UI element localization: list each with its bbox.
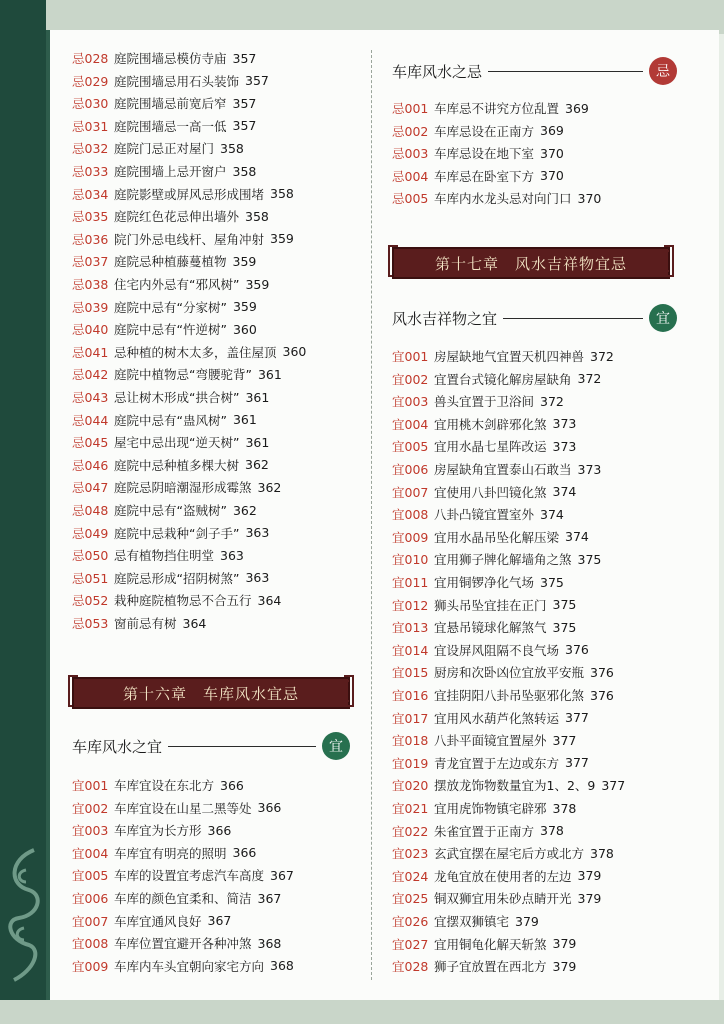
entry-title: 庭院门忌正对屋门 xyxy=(114,141,215,157)
toc-entry xyxy=(72,864,294,886)
entry-code: 宜006 xyxy=(392,462,429,477)
entry-page-number: 364 xyxy=(182,615,207,631)
entry-title: 青龙宜置于左边或东方 xyxy=(434,755,560,771)
toc-entry xyxy=(72,341,306,363)
entry-page-number: 378 xyxy=(540,823,564,839)
toc-entry xyxy=(72,842,256,864)
right-garage-ji-list xyxy=(392,97,674,212)
toc-entry xyxy=(72,522,269,544)
section-title: 车库风水之宜 xyxy=(72,737,163,756)
entry-code: 忌040 xyxy=(72,322,109,338)
entry-page-number: 379 xyxy=(552,958,577,974)
entry-page-number: 372 xyxy=(577,371,602,387)
entry-page-number: 376 xyxy=(590,664,614,680)
toc-entry xyxy=(392,842,614,864)
toc-entry xyxy=(72,774,244,796)
entry-page-number: 373 xyxy=(552,416,577,432)
entry-title: 庭院中忌种植多棵大树 xyxy=(114,457,240,473)
entry-code: 宜014 xyxy=(392,642,429,658)
entry-code: 忌035 xyxy=(72,209,109,225)
entry-code: 宜004 xyxy=(392,416,429,432)
toc-entry xyxy=(392,548,601,570)
entry-title: 忌种植的树木太多，盖住屋顶 xyxy=(114,344,277,360)
entry-code: 忌043 xyxy=(72,390,109,405)
entry-code: 宜011 xyxy=(392,575,429,590)
entry-title: 车库内水龙头忌对向门口 xyxy=(434,191,572,207)
toc-entry xyxy=(392,187,601,209)
toc-entry xyxy=(72,273,269,295)
toc-entry xyxy=(72,454,269,476)
entry-page-number: 358 xyxy=(232,163,257,179)
entry-page-number: 379 xyxy=(515,913,539,929)
entry-title: 铜双狮宜用朱砂点睛开光 xyxy=(434,891,572,907)
toc-entry xyxy=(72,955,294,977)
entry-title: 车库宜有明亮的照明 xyxy=(114,845,227,861)
entry-page-number: 367 xyxy=(207,913,232,929)
chapter-heading-16 xyxy=(66,674,356,708)
toc-entry xyxy=(392,910,539,932)
toc-entry xyxy=(392,571,564,593)
section-header-garage-yi xyxy=(72,731,350,761)
entry-title: 朱雀宜置于正南方 xyxy=(434,823,535,839)
section-title: 车库风水之忌 xyxy=(392,62,483,81)
entry-title: 车库忌设在地下室 xyxy=(434,146,535,162)
entry-title: 庭院中植物忌“弯腰驼背” xyxy=(114,367,252,383)
entry-page-number: 374 xyxy=(552,484,577,500)
entry-page-number: 363 xyxy=(245,525,270,541)
entry-title: 忌让树木形成“拱合树” xyxy=(114,390,240,405)
entry-code: 忌002 xyxy=(392,123,429,139)
entry-page-number: 358 xyxy=(270,186,294,202)
toc-entry xyxy=(72,567,269,589)
entry-page-number: 357 xyxy=(232,50,257,66)
entry-page-number: 361 xyxy=(245,434,270,450)
left-garage-yi-list xyxy=(72,774,350,974)
entry-title: 庭院忌种植藤蔓植物 xyxy=(114,254,227,270)
entry-code: 忌034 xyxy=(72,186,109,202)
toc-entry xyxy=(392,481,576,503)
toc-entry xyxy=(392,684,614,706)
entry-title: 宜摆双狮镇宅 xyxy=(434,914,510,929)
entry-code: 宜003 xyxy=(392,394,429,410)
entry-title: 车库宜通风良好 xyxy=(114,913,202,929)
entry-code: 宜017 xyxy=(392,710,429,726)
entry-code: 宜005 xyxy=(392,439,429,455)
entry-title: 车库的设置宜考虑汽车高度 xyxy=(114,868,265,884)
entry-code: 忌047 xyxy=(72,480,109,496)
entry-title: 宜用狮子牌化解墙角之煞 xyxy=(434,552,572,568)
entry-page-number: 366 xyxy=(220,777,244,793)
toc-entry xyxy=(392,97,589,119)
yi-badge-icon: 宜 xyxy=(322,732,350,760)
toc-entry xyxy=(72,115,256,137)
entry-code: 忌052 xyxy=(72,593,109,609)
entry-page-number: 374 xyxy=(540,506,564,522)
entry-title: 屋宅中忌出现“逆天树” xyxy=(114,435,240,451)
entry-title: 庭院中忌栽种“剑子手” xyxy=(114,525,240,541)
ji-badge-icon: 忌 xyxy=(649,57,677,85)
entry-code: 宜002 xyxy=(392,371,429,387)
entry-code: 宜001 xyxy=(72,778,109,793)
entry-page-number: 376 xyxy=(565,642,589,658)
entry-title: 庭院围墙忌用石头装饰 xyxy=(114,73,240,89)
entry-page-number: 360 xyxy=(282,344,307,360)
entry-title: 庭院中忌有“忤逆树” xyxy=(114,322,227,338)
entry-code: 忌039 xyxy=(72,299,109,315)
toc-entry xyxy=(392,390,564,412)
entry-page-number: 377 xyxy=(565,710,589,726)
toc-entry xyxy=(72,910,231,932)
entry-page-number: 379 xyxy=(552,936,577,952)
entry-page-number: 370 xyxy=(540,168,564,184)
toc-entry xyxy=(72,887,281,909)
toc-entry xyxy=(392,865,601,887)
entry-code: 宜006 xyxy=(72,891,109,906)
entry-page-number: 362 xyxy=(232,502,257,518)
entry-code: 宜002 xyxy=(72,800,109,816)
entry-code: 宜020 xyxy=(392,778,429,794)
toc-entry xyxy=(72,318,257,340)
toc-entry xyxy=(392,120,564,142)
entry-page-number: 366 xyxy=(207,822,232,838)
entry-code: 宜003 xyxy=(72,823,109,839)
entry-page-number: 369 xyxy=(540,123,564,139)
toc-entry xyxy=(392,616,576,638)
toc-entry xyxy=(392,142,564,164)
toc-entry xyxy=(72,544,244,566)
entry-page-number: 373 xyxy=(552,438,577,454)
entry-page-number: 358 xyxy=(245,208,269,224)
entry-code: 宜009 xyxy=(392,529,429,545)
toc-entry xyxy=(72,70,269,92)
entry-page-number: 377 xyxy=(552,732,577,748)
entry-title: 院门外忌电线杆、屋角冲射 xyxy=(114,231,265,247)
entry-page-number: 362 xyxy=(245,457,269,473)
entry-page-number: 376 xyxy=(590,687,614,703)
toc-entry xyxy=(392,820,564,842)
entry-title: 庭院围墙忌前宽后窄 xyxy=(114,96,227,112)
entry-title: 住宅内外忌有“邪风树” xyxy=(114,277,240,292)
toc-entry xyxy=(392,526,589,548)
entry-code: 忌036 xyxy=(72,231,109,247)
entry-code: 忌048 xyxy=(72,503,109,518)
chapter-right-ornament xyxy=(662,244,676,278)
entry-code: 宜024 xyxy=(392,868,429,884)
toc-entry xyxy=(72,797,281,819)
entry-code: 宜005 xyxy=(72,868,109,884)
entry-code: 宜009 xyxy=(72,958,109,974)
entry-code: 忌005 xyxy=(392,191,429,207)
entry-title: 宜设屏风阻隔不良气场 xyxy=(434,642,560,658)
chapter-title: 第十六章 车库风水宜忌 xyxy=(122,684,299,703)
entry-title: 庭院中忌有“蛊风树” xyxy=(114,412,227,428)
chapter-heading-17 xyxy=(386,244,676,278)
toc-entry xyxy=(392,503,564,525)
section-rule xyxy=(488,71,643,72)
entry-page-number: 359 xyxy=(245,276,270,292)
top-border-band xyxy=(0,0,724,34)
entry-page-number: 361 xyxy=(257,366,282,382)
toc-entry xyxy=(72,296,257,318)
entry-page-number: 379 xyxy=(577,890,602,906)
entry-page-number: 359 xyxy=(232,253,257,269)
entry-code: 宜023 xyxy=(392,846,429,862)
toc-entry xyxy=(72,250,256,272)
entry-page-number: 368 xyxy=(257,935,282,951)
section-header-mascot-yi xyxy=(392,303,677,333)
toc-entry xyxy=(72,47,256,69)
entry-page-number: 361 xyxy=(232,412,257,428)
entry-page-number: 362 xyxy=(257,479,282,495)
entry-code: 宜019 xyxy=(392,755,429,771)
toc-entry xyxy=(72,183,294,205)
toc-entry xyxy=(392,165,564,187)
entry-code: 宜028 xyxy=(392,959,429,975)
entry-code: 忌001 xyxy=(392,101,429,116)
entry-code: 忌033 xyxy=(72,164,109,179)
entry-page-number: 370 xyxy=(540,145,564,161)
toc-entry xyxy=(72,932,281,954)
entry-code: 宜027 xyxy=(392,936,429,952)
entry-title: 庭院忌形成“招阴树煞” xyxy=(114,570,240,586)
entry-code: 忌042 xyxy=(72,367,109,383)
entry-page-number: 375 xyxy=(577,551,602,567)
entry-code: 忌050 xyxy=(72,548,109,564)
entry-title: 庭院围墙忌模仿寺庙 xyxy=(114,51,227,66)
entry-page-number: 358 xyxy=(220,140,244,156)
entry-title: 宜置台式镜化解房屋缺角 xyxy=(434,371,572,387)
entry-title: 庭院影壁或屏风忌形成围堵 xyxy=(114,186,265,202)
chapter-title: 第十七章 风水吉祥物宜忌 xyxy=(434,254,627,273)
entry-code: 忌030 xyxy=(72,96,109,112)
entry-title: 狮头吊坠宜挂在正门 xyxy=(434,597,547,613)
entry-code: 忌031 xyxy=(72,118,109,134)
toc-entry xyxy=(72,431,269,453)
entry-page-number: 377 xyxy=(601,777,626,793)
entry-code: 宜015 xyxy=(392,665,429,681)
toc-entry xyxy=(392,774,625,796)
entry-page-number: 363 xyxy=(245,570,270,586)
entry-title: 龙龟宜放在使用者的左边 xyxy=(434,868,572,884)
entry-code: 宜022 xyxy=(392,823,429,839)
toc-entry xyxy=(392,435,576,457)
entry-title: 车库宜设在东北方 xyxy=(114,778,215,793)
toc-entry xyxy=(72,476,281,498)
entry-title: 庭院忌阴暗潮湿形成霉煞 xyxy=(114,480,252,496)
toc-entry xyxy=(392,345,614,367)
toc-entry xyxy=(72,612,206,634)
entry-code: 宜016 xyxy=(392,688,429,703)
entry-title: 车库的颜色宜柔和、简洁 xyxy=(114,891,252,906)
entry-page-number: 367 xyxy=(257,890,282,906)
cloud-swirl-ornament xyxy=(4,840,44,990)
entry-page-number: 359 xyxy=(270,231,294,247)
entry-title: 庭院围墙忌一高一低 xyxy=(114,118,227,134)
entry-title: 宜用水晶七星阵改运 xyxy=(434,439,547,455)
entry-title: 庭院红色花忌伸出墙外 xyxy=(114,209,240,225)
entry-page-number: 369 xyxy=(565,100,589,116)
entry-page-number: 368 xyxy=(270,958,294,974)
entry-code: 忌003 xyxy=(392,146,429,162)
toc-entry xyxy=(392,458,601,480)
toc-entry xyxy=(72,137,244,159)
entry-code: 宜021 xyxy=(392,801,429,816)
entry-title: 八卦平面镜宜置屋外 xyxy=(434,733,547,749)
yi-badge-icon: 宜 xyxy=(649,304,677,332)
entry-code: 宜007 xyxy=(392,484,429,500)
section-rule xyxy=(503,318,643,319)
entry-page-number: 367 xyxy=(270,867,294,883)
entry-title: 车库位置宜避开各种冲煞 xyxy=(114,936,252,952)
entry-page-number: 366 xyxy=(232,845,257,861)
entry-title: 庭院中忌有“盗贼树” xyxy=(114,503,227,518)
entry-title: 宜用风水葫芦化煞转运 xyxy=(434,710,560,726)
entry-title: 宜悬吊镜球化解煞气 xyxy=(434,620,547,636)
toc-entry xyxy=(392,707,589,729)
entry-code: 宜012 xyxy=(392,597,429,613)
toc-entry xyxy=(72,589,281,611)
entry-page-number: 379 xyxy=(577,868,602,884)
toc-entry xyxy=(72,386,269,408)
entry-title: 宜用铜龟化解天斩煞 xyxy=(434,936,547,952)
entry-code: 忌032 xyxy=(72,141,109,157)
entry-code: 宜018 xyxy=(392,733,429,749)
toc-entry xyxy=(72,160,256,182)
entry-title: 宜用桃木剑辟邪化煞 xyxy=(434,416,547,432)
bottom-border-band xyxy=(0,1000,724,1024)
entry-code: 忌045 xyxy=(72,435,109,451)
toc-entry xyxy=(72,205,269,227)
entry-code: 忌044 xyxy=(72,412,109,428)
entry-page-number: 366 xyxy=(257,800,282,816)
entry-page-number: 372 xyxy=(540,393,564,409)
entry-title: 八卦凸镜宜置室外 xyxy=(434,507,535,523)
section-rule xyxy=(168,746,316,747)
entry-code: 宜004 xyxy=(72,845,109,861)
section-header-garage-ji xyxy=(392,56,677,86)
entry-title: 宜用水晶吊坠化解压梁 xyxy=(434,529,560,545)
entry-page-number: 363 xyxy=(220,547,244,563)
entry-title: 栽种庭院植物忌不合五行 xyxy=(114,593,252,609)
entry-page-number: 375 xyxy=(540,574,564,590)
entry-title: 车库宜设在山星二黑等处 xyxy=(114,800,252,816)
entry-title: 宜挂阴阳八卦吊坠驱邪化煞 xyxy=(434,688,585,703)
toc-entry xyxy=(392,639,589,661)
entry-title: 宜用铜锣净化气场 xyxy=(434,575,535,590)
toc-entry xyxy=(72,363,282,385)
entry-title: 摆放龙饰物数量宜为1、2、9 xyxy=(434,778,596,794)
entry-page-number: 378 xyxy=(590,845,614,861)
entry-page-number: 364 xyxy=(257,592,282,608)
entry-code: 忌037 xyxy=(72,254,109,270)
entry-title: 车库忌不讲究方位乱置 xyxy=(434,101,560,116)
toc-entry xyxy=(72,499,257,521)
entry-page-number: 375 xyxy=(552,619,577,635)
toc-entry xyxy=(72,92,256,114)
entry-page-number: 373 xyxy=(577,461,602,477)
chapter-right-ornament xyxy=(342,674,356,708)
entry-title: 庭院中忌有“分家树” xyxy=(114,299,227,315)
entry-title: 忌有植物挡住明堂 xyxy=(114,548,215,564)
toc-entry xyxy=(392,729,576,751)
toc-entry xyxy=(392,933,576,955)
left-entries-list xyxy=(72,47,350,637)
entry-code: 宜008 xyxy=(392,507,429,523)
entry-title: 玄武宜摆在屋宅后方或北方 xyxy=(434,846,585,862)
toc-entry xyxy=(392,955,576,977)
entry-code: 宜013 xyxy=(392,620,429,636)
right-mascot-yi-list xyxy=(392,345,674,975)
entry-code: 宜007 xyxy=(72,913,109,929)
entry-page-number: 357 xyxy=(232,95,257,111)
entry-code: 忌046 xyxy=(72,457,109,473)
toc-entry xyxy=(72,228,294,250)
entry-title: 宜使用八卦凹镜化煞 xyxy=(434,484,547,500)
entry-title: 厨房和次卧凶位宜放平安瓶 xyxy=(434,665,585,681)
entry-page-number: 372 xyxy=(590,348,614,364)
entry-title: 车库内车头宜朝向家宅方向 xyxy=(114,958,265,974)
entry-title: 兽头宜置于卫浴间 xyxy=(434,394,535,410)
entry-title: 宜用虎饰物镇宅辟邪 xyxy=(434,801,547,816)
toc-entry xyxy=(392,797,576,819)
entry-page-number: 374 xyxy=(565,529,589,545)
entry-code: 忌004 xyxy=(392,168,429,184)
entry-code: 宜010 xyxy=(392,552,429,568)
entry-page-number: 378 xyxy=(552,800,577,816)
entry-title: 车库宜为长方形 xyxy=(114,823,202,839)
entry-code: 宜026 xyxy=(392,914,429,929)
entry-page-number: 375 xyxy=(552,597,577,613)
toc-entry xyxy=(392,368,601,390)
toc-entry xyxy=(72,409,257,431)
entry-code: 忌028 xyxy=(72,51,109,66)
entry-page-number: 370 xyxy=(577,190,602,206)
entry-code: 忌041 xyxy=(72,344,109,360)
entry-code: 忌053 xyxy=(72,616,109,631)
entry-code: 忌051 xyxy=(72,570,109,586)
entry-title: 车库忌在卧室下方 xyxy=(434,168,535,184)
toc-entry xyxy=(392,413,576,435)
entry-code: 宜008 xyxy=(72,936,109,952)
entry-title: 房屋缺角宜置泰山石敢当 xyxy=(434,462,572,477)
entry-page-number: 357 xyxy=(245,73,269,89)
entry-code: 忌049 xyxy=(72,525,109,541)
toc-entry xyxy=(392,594,576,616)
toc-entry xyxy=(392,752,589,774)
entry-title: 狮子宜放置在西北方 xyxy=(434,959,547,975)
entry-page-number: 360 xyxy=(232,321,257,337)
toc-entry xyxy=(72,819,231,841)
entry-page-number: 361 xyxy=(245,389,270,405)
entry-page-number: 357 xyxy=(232,118,257,134)
entry-page-number: 377 xyxy=(565,755,589,771)
entry-title: 窗前忌有树 xyxy=(114,616,177,631)
entry-page-number: 359 xyxy=(232,299,257,315)
section-title: 风水吉祥物之宜 xyxy=(392,309,498,328)
entry-code: 宜001 xyxy=(392,349,429,364)
toc-entry xyxy=(392,661,614,683)
column-divider xyxy=(371,50,372,980)
entry-code: 宜025 xyxy=(392,891,429,907)
entry-title: 房屋缺地气宜置天机四神兽 xyxy=(434,349,585,364)
entry-title: 庭院围墙上忌开窗户 xyxy=(114,164,227,179)
entry-title: 车库忌设在正南方 xyxy=(434,123,535,139)
entry-code: 忌038 xyxy=(72,277,109,292)
toc-entry xyxy=(392,887,601,909)
entry-code: 忌029 xyxy=(72,73,109,89)
